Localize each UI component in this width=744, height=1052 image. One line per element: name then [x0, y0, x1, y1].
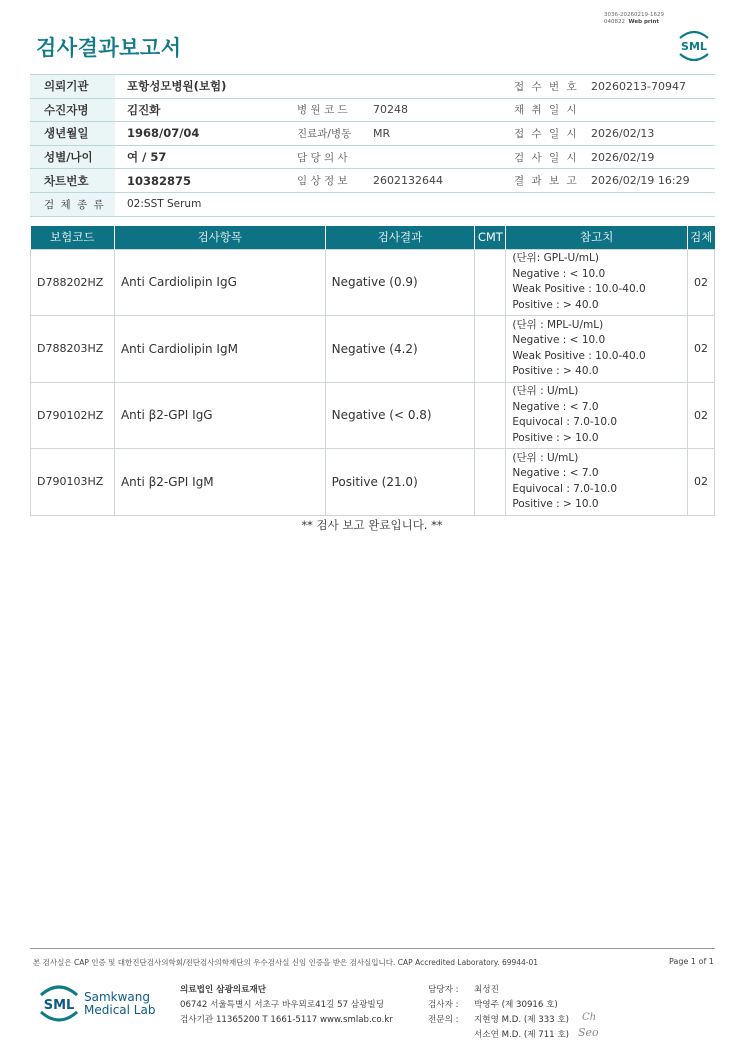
org-info	[180, 983, 393, 1028]
print-mode: Web print	[628, 19, 660, 25]
reference-line: Weak Positive : 10.0-40.0	[512, 349, 646, 362]
test-item: Anti β2-GPI IgG	[114, 382, 325, 449]
info-value: 1968/07/04	[115, 122, 282, 146]
results-table	[30, 226, 715, 516]
specimen-label: 검 체 종 류	[30, 192, 115, 216]
comment	[475, 382, 506, 449]
staff-name: 지현영 M.D. (제 333 호)	[474, 1015, 570, 1025]
reference-line: (단위 : U/mL)	[512, 385, 579, 398]
info-row	[30, 169, 715, 193]
info-value: 포항성모병원(보험)	[115, 75, 282, 99]
test-result: Negative (< 0.8)	[325, 382, 475, 449]
sml-logo-icon	[676, 28, 712, 62]
reference-range	[506, 382, 688, 449]
info-label: 의뢰기관	[30, 75, 115, 99]
result-row	[31, 316, 715, 383]
insurance-code: D790103HZ	[31, 449, 115, 516]
org-address: 06742 서울특별시 서초구 바우뫼로41길 57 삼광빌딩	[180, 1000, 384, 1010]
info-value: 20260213-70947	[579, 75, 715, 99]
info-value: MR	[361, 122, 499, 146]
staff-row	[428, 1028, 569, 1043]
header-reference: 참고치	[506, 226, 688, 249]
reference-line: (단위: GPL-U/mL)	[512, 252, 599, 265]
brand-name	[84, 991, 155, 1017]
info-label: 성별/나이	[30, 145, 115, 169]
specimen-code: 02	[688, 249, 715, 316]
info-value: 2602132644	[361, 169, 499, 193]
info-value: 김진화	[115, 98, 282, 122]
test-result: Negative (4.2)	[325, 316, 475, 383]
insurance-code: D790102HZ	[31, 382, 115, 449]
signature-1: Ch	[582, 1012, 597, 1023]
info-label: 생년월일	[30, 122, 115, 146]
info-label: 진료과/병동	[282, 122, 361, 146]
specimen-code: 02	[688, 316, 715, 383]
reference-range	[506, 249, 688, 316]
header-test-result: 검사결과	[325, 226, 475, 249]
test-item: Anti Cardiolipin IgG	[114, 249, 325, 316]
staff-role: 검사자 :	[428, 1000, 459, 1010]
info-value: 2026/02/19 16:29	[579, 169, 715, 193]
reference-line: Positive : > 10.0	[512, 431, 599, 444]
comment	[475, 449, 506, 516]
page-number: Page 1 of 1	[669, 957, 714, 966]
brand-line-2: Medical Lab	[84, 1003, 156, 1017]
info-value: 10382875	[115, 169, 282, 193]
comment	[475, 249, 506, 316]
info-row	[30, 75, 715, 99]
result-row	[31, 382, 715, 449]
info-row	[30, 122, 715, 146]
report-title: 검사결과보고서	[36, 36, 182, 60]
reference-line: Negative : < 10.0	[512, 334, 606, 347]
info-value: 2026/02/13	[579, 122, 715, 146]
header-test-item: 검사항목	[114, 226, 325, 249]
sml-logo-text: SML	[681, 40, 707, 53]
header-specimen: 검체	[688, 226, 715, 249]
certification-text: 본 검사실은 CAP 인증 및 대한진단검사의학회/진단검사의학재단의 우수검사실 신임 인증을 받은 검사실입니다. CAP Accredited Laboratory. 69944-01	[33, 958, 539, 967]
footer-divider	[30, 948, 715, 949]
info-value	[361, 75, 499, 99]
info-label: 병 원 코 드	[282, 98, 361, 122]
reference-line: Negative : < 7.0	[512, 467, 599, 480]
report-complete-note: ** 검사 보고 완료입니다. **	[301, 518, 443, 532]
test-item: Anti Cardiolipin IgM	[114, 316, 325, 383]
staff-name: 최성진	[474, 985, 499, 995]
reference-line: Negative : < 7.0	[512, 400, 599, 413]
info-label	[282, 75, 361, 99]
staff-role: 전문의 :	[428, 1015, 459, 1025]
specimen-code: 02	[688, 449, 715, 516]
info-label: 수진자명	[30, 98, 115, 122]
info-row	[30, 98, 715, 122]
staff-row	[428, 983, 569, 998]
reference-line: Positive : > 40.0	[512, 365, 599, 378]
brand-line-1: Samkwang	[84, 990, 150, 1004]
samkwang-logo-icon	[38, 982, 80, 1024]
info-label: 채 취 일 시	[499, 98, 579, 122]
result-row	[31, 449, 715, 516]
reference-line: Positive : > 10.0	[512, 498, 599, 511]
staff-name: 박영주 (제 30916 호)	[474, 1000, 558, 1010]
staff-row	[428, 998, 569, 1013]
insurance-code: D788203HZ	[31, 316, 115, 383]
info-label: 결 과 보 고	[499, 169, 579, 193]
test-result: Positive (21.0)	[325, 449, 475, 516]
info-value	[579, 98, 715, 122]
reference-line: Equivocal : 7.0-10.0	[512, 482, 618, 495]
results-header-row	[31, 226, 715, 249]
reference-line: (단위 : MPL-U/mL)	[512, 318, 604, 331]
insurance-code: D788202HZ	[31, 249, 115, 316]
reference-line: Equivocal : 7.0-10.0	[512, 416, 618, 429]
comment	[475, 316, 506, 383]
test-result: Negative (0.9)	[325, 249, 475, 316]
info-label: 차트번호	[30, 169, 115, 193]
info-label: 접 수 일 시	[499, 122, 579, 146]
info-value: 70248	[361, 98, 499, 122]
print-meta	[604, 12, 664, 26]
info-value: 2026/02/19	[579, 145, 715, 169]
patient-info-table	[30, 74, 715, 217]
info-label: 담 당 의 사	[282, 145, 361, 169]
info-label: 검 사 일 시	[499, 145, 579, 169]
reference-line: (단위 : U/mL)	[512, 451, 579, 464]
staff-role: 담당자 :	[428, 985, 459, 995]
staff-list	[428, 983, 569, 1043]
signature-2: Seo	[578, 1026, 599, 1039]
staff-name: 서소연 M.D. (제 711 호)	[474, 1030, 570, 1040]
org-name: 의료법인 삼광의료재단	[180, 985, 267, 995]
staff-row	[428, 1013, 569, 1028]
specimen-code: 02	[688, 382, 715, 449]
info-label: 임 상 정 보	[282, 169, 361, 193]
info-row-specimen	[30, 192, 715, 216]
test-item: Anti β2-GPI IgM	[114, 449, 325, 516]
result-row	[31, 249, 715, 316]
header-cmt: CMT	[475, 226, 506, 249]
reference-line: Weak Positive : 10.0-40.0	[512, 283, 646, 296]
print-code: 040822	[604, 19, 625, 25]
header-insurance-code: 보험코드	[31, 226, 115, 249]
reference-range	[506, 449, 688, 516]
info-label: 접 수 번 호	[499, 75, 579, 99]
reference-range	[506, 316, 688, 383]
print-id: 3036-20260219-1629	[604, 12, 664, 18]
specimen-value: 02:SST Serum	[115, 192, 715, 216]
info-row	[30, 145, 715, 169]
org-contact: 검사기관 11365200 T 1661-5117 www.smlab.co.kr	[180, 1015, 393, 1025]
reference-line: Negative : < 10.0	[512, 267, 606, 280]
reference-line: Positive : > 40.0	[512, 298, 599, 311]
info-value: 여 / 57	[115, 145, 282, 169]
info-value	[361, 145, 499, 169]
footer-logo-text: SML	[43, 998, 75, 1013]
